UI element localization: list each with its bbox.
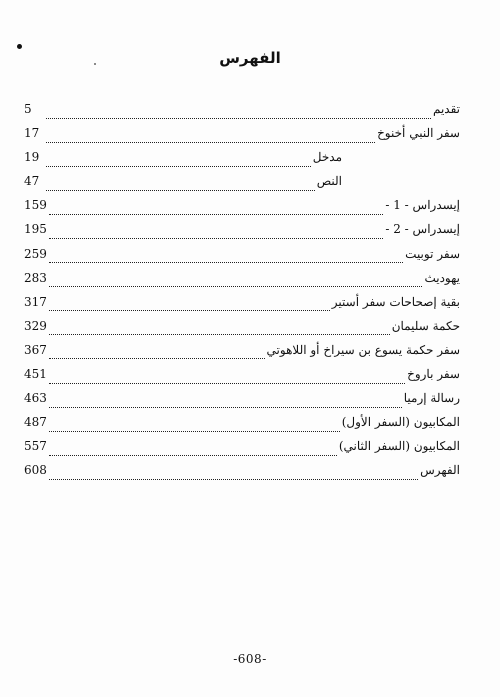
toc-entry (24, 462, 460, 486)
dot-leader (49, 397, 402, 408)
dot-leader (49, 469, 418, 480)
toc-subentry (24, 149, 460, 173)
toc-entry-page: 317 (24, 294, 47, 309)
toc-entry-title: سفر النبي أخنوخ (377, 126, 460, 141)
toc-entry-page: 451 (24, 367, 47, 382)
toc-entry-page: 329 (24, 318, 47, 333)
dot-leader (49, 348, 265, 359)
toc-entry-page: 195 (24, 222, 47, 237)
page-title: الفهرس (219, 49, 281, 67)
toc-entry (24, 366, 460, 390)
toc-entry-title: إيسدراس - 2 - (385, 222, 460, 237)
dot-leader (46, 180, 315, 191)
toc-entry (24, 246, 460, 270)
toc-entry-title: سفر باروخ (407, 367, 460, 382)
toc-entry-page: 608 (24, 463, 47, 478)
toc-entry-title: الفهرس (420, 463, 460, 478)
toc-entry (24, 438, 460, 462)
toc-entry (24, 125, 460, 149)
toc-entry-title: بقية إصحاحات سفر أستير (331, 294, 460, 309)
toc-entry (24, 101, 460, 125)
toc-entry-title: المكابيون (السفر الأول) (341, 415, 460, 430)
dot-leader (46, 156, 311, 167)
dot-leader (49, 276, 423, 287)
dot-leader (49, 228, 383, 239)
toc-entry (24, 270, 460, 294)
toc-entry-page: 159 (24, 198, 47, 213)
toc-entry-page: 19 (24, 150, 40, 165)
toc-entry (24, 318, 460, 342)
toc-subentry (24, 173, 460, 197)
toc-entry-title: النص (316, 174, 342, 189)
page-number: -608- (233, 652, 267, 666)
toc-entry-title: يهوديث (424, 270, 460, 285)
table-of-contents (24, 101, 460, 487)
dot-leader (46, 132, 375, 143)
toc-entry-page: 463 (24, 391, 47, 406)
toc-entry (24, 221, 460, 245)
toc-entry-title: مدخل (312, 150, 342, 165)
toc-entry-page: 5 (24, 102, 32, 116)
toc-entry-page: 47 (24, 174, 40, 189)
toc-entry-title: المكابيون (السفر الثاني) (338, 439, 460, 454)
toc-entry-page: 283 (24, 270, 47, 285)
dot-leader (49, 373, 405, 384)
toc-entry (24, 294, 460, 318)
toc-entry-title: حكمة سليمان (391, 318, 460, 333)
toc-entry-page: 17 (24, 126, 40, 141)
dot-leader (49, 252, 403, 263)
toc-entry-title: تقديم (432, 102, 460, 116)
dot-leader (49, 300, 330, 311)
dot-leader (49, 445, 337, 456)
dot-leader (49, 204, 383, 215)
toc-entry-page: 557 (24, 439, 47, 454)
dot-leader (46, 108, 431, 119)
toc-entry (24, 390, 460, 414)
toc-entry-page: 487 (24, 415, 47, 430)
dot-leader (49, 324, 390, 335)
toc-entry-page: 259 (24, 246, 47, 261)
toc-entry-title: رسالة إرميا (403, 391, 460, 406)
dot-leader (49, 421, 340, 432)
toc-entry (24, 414, 460, 438)
toc-entry-page: 367 (24, 342, 47, 357)
toc-entry-title: سفر حكمة يسوع بن سيراخ أو اللاهوتي (266, 342, 460, 357)
toc-entry-title: سفر توبيت (405, 246, 460, 261)
toc-entry (24, 342, 460, 366)
toc-entry (24, 197, 460, 221)
toc-entry-title: إيسدراس - 1 - (385, 198, 460, 213)
